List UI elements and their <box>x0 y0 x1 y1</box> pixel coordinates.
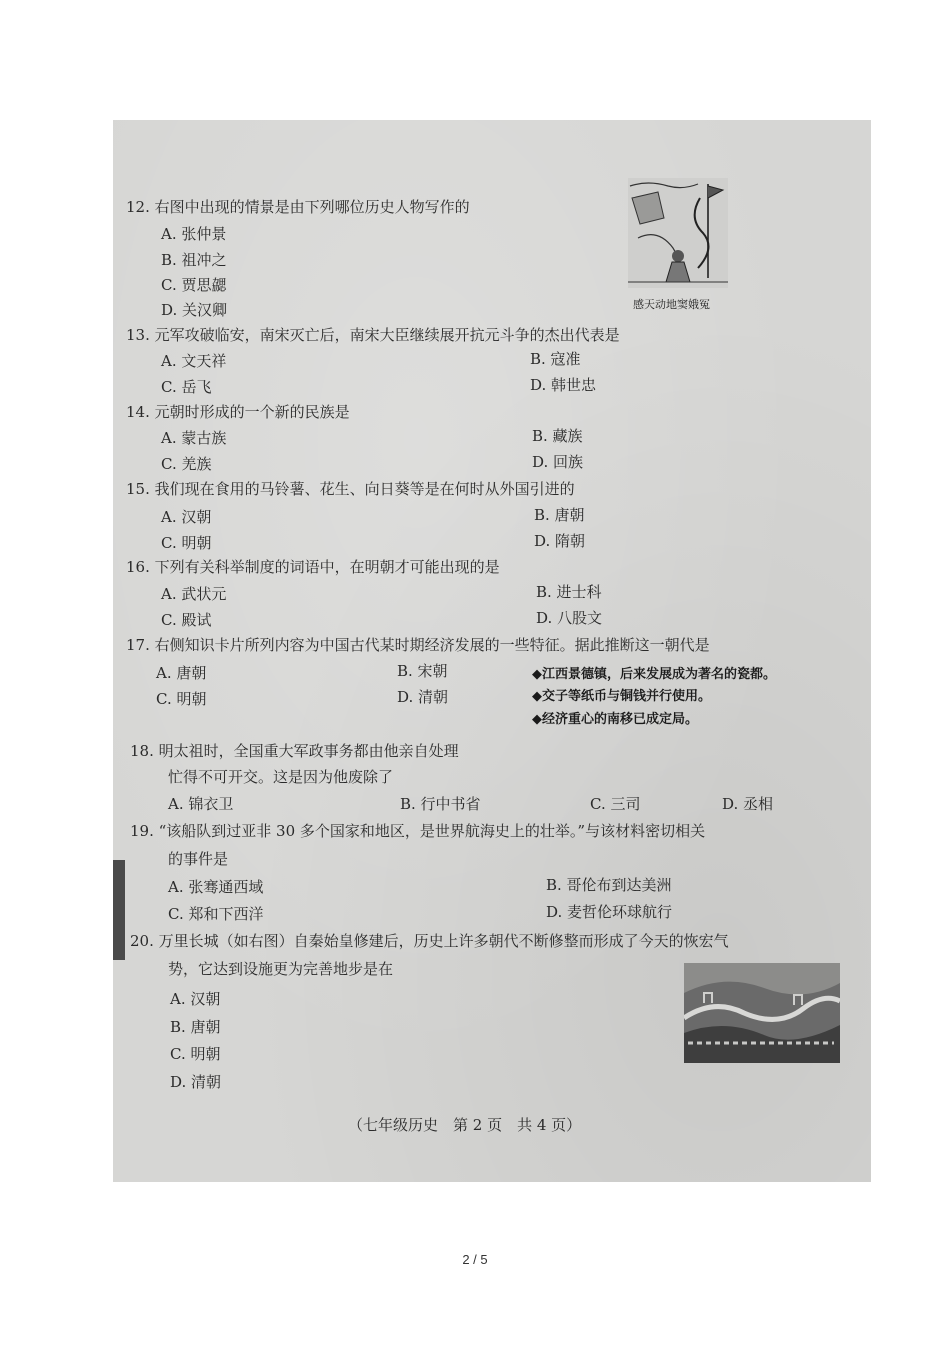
q17-option-c: C. 明朝 <box>156 690 207 708</box>
question-18-stem-line-2: 忙得不可开交。这是因为他废除了 <box>168 768 394 786</box>
great-wall-photo <box>684 963 840 1063</box>
q16-option-b: B. 进士科 <box>536 583 602 601</box>
question-19-stem-line-2: 的事件是 <box>168 850 229 868</box>
q16-option-a: A. 武状元 <box>161 585 227 603</box>
q12-option-a: A. 张仲景 <box>161 225 227 243</box>
q18-option-a: A. 锦衣卫 <box>168 795 234 813</box>
page-number: 2 / 5 <box>462 1252 488 1267</box>
q20-option-b: B. 唐朝 <box>170 1018 221 1036</box>
q12-option-c: C. 贾思勰 <box>161 276 227 294</box>
q14-option-b: B. 藏族 <box>532 427 583 445</box>
q12-option-d: D. 关汉卿 <box>161 301 228 319</box>
q13-option-a: A. 文天祥 <box>161 352 227 370</box>
q13-option-b: B. 寇准 <box>530 350 581 368</box>
question-19-stem-line-1: 19. “该船队到过亚非 30 多个国家和地区，是世界航海史上的壮举。”与该材料密切相关 <box>130 822 706 840</box>
question-12-stem: 12. 右图中出现的情景是由下列哪位历史人物写作的 <box>126 198 470 216</box>
q19-option-d: D. 麦哲伦环球航行 <box>546 903 673 921</box>
q15-option-b: B. 唐朝 <box>534 506 585 524</box>
q14-option-a: A. 蒙古族 <box>161 429 227 447</box>
q17-knowledge-card-line-2: ◆交子等纸币与铜钱并行使用。 <box>532 689 711 704</box>
q15-option-d: D. 隋朝 <box>534 532 586 550</box>
q19-option-b: B. 哥伦布到达美洲 <box>546 876 672 894</box>
question-15-stem: 15. 我们现在食用的马铃薯、花生、向日葵等是在何时从外国引进的 <box>126 480 575 498</box>
q18-option-c: C. 三司 <box>590 795 641 813</box>
q16-option-d: D. 八股文 <box>536 609 603 627</box>
q18-option-d: D. 丞相 <box>722 795 774 813</box>
q20-option-a: A. 汉朝 <box>170 990 221 1008</box>
q19-option-a: A. 张骞通西域 <box>168 878 264 896</box>
question-16-stem: 16. 下列有关科举制度的词语中，在明朝才可能出现的是 <box>126 558 500 576</box>
q13-option-c: C. 岳飞 <box>161 378 212 396</box>
q19-option-c: C. 郑和下西洋 <box>168 905 264 923</box>
q15-option-c: C. 明朝 <box>161 534 212 552</box>
question-14-stem: 14. 元朝时形成的一个新的民族是 <box>126 403 350 421</box>
q13-option-d: D. 韩世忠 <box>530 376 597 394</box>
q18-option-b: B. 行中书省 <box>400 795 481 813</box>
question-18-stem-line-1: 18. 明太祖时，全国重大军政事务都由他亲自处理 <box>130 742 459 760</box>
q12-illustration <box>628 178 728 288</box>
dou-e-scene-image <box>628 178 728 288</box>
q12-option-b: B. 祖冲之 <box>161 251 227 269</box>
q16-option-c: C. 殿试 <box>161 611 212 629</box>
q17-option-b: B. 宋朝 <box>397 662 448 680</box>
q20-option-d: D. 清朝 <box>170 1073 222 1091</box>
q17-option-d: D. 清朝 <box>397 688 449 706</box>
question-20-stem-line-2: 势，它达到设施更为完善地步是在 <box>168 960 394 978</box>
q12-image-caption: 感天动地窦娥冤 <box>633 298 710 311</box>
q15-option-a: A. 汉朝 <box>161 508 212 526</box>
great-wall-image <box>684 963 840 1063</box>
q17-knowledge-card-line-1: ◆江西景德镇，后来发展成为著名的瓷都。 <box>532 667 776 682</box>
exam-footer: （七年级历史 第 2 页 共 4 页） <box>348 1116 582 1134</box>
question-17-stem: 17. 右侧知识卡片所列内容为中国古代某时期经济发展的一些特征。据此推断这一朝代是 <box>126 636 710 654</box>
q17-knowledge-card-line-3: ◆经济重心的南移已成定局。 <box>532 712 698 727</box>
q20-option-c: C. 明朝 <box>170 1045 221 1063</box>
question-13-stem: 13. 元军攻破临安，南宋灭亡后，南宋大臣继续展开抗元斗争的杰出代表是 <box>126 326 620 344</box>
question-20-stem-line-1: 20. 万里长城（如右图）自秦始皇修建后，历史上许多朝代不断修整而形成了今天的恢宏气 <box>130 932 729 950</box>
q14-option-d: D. 回族 <box>532 453 584 471</box>
scan-edge-shadow <box>113 860 125 960</box>
q14-option-c: C. 羌族 <box>161 455 212 473</box>
q17-option-a: A. 唐朝 <box>156 664 207 682</box>
